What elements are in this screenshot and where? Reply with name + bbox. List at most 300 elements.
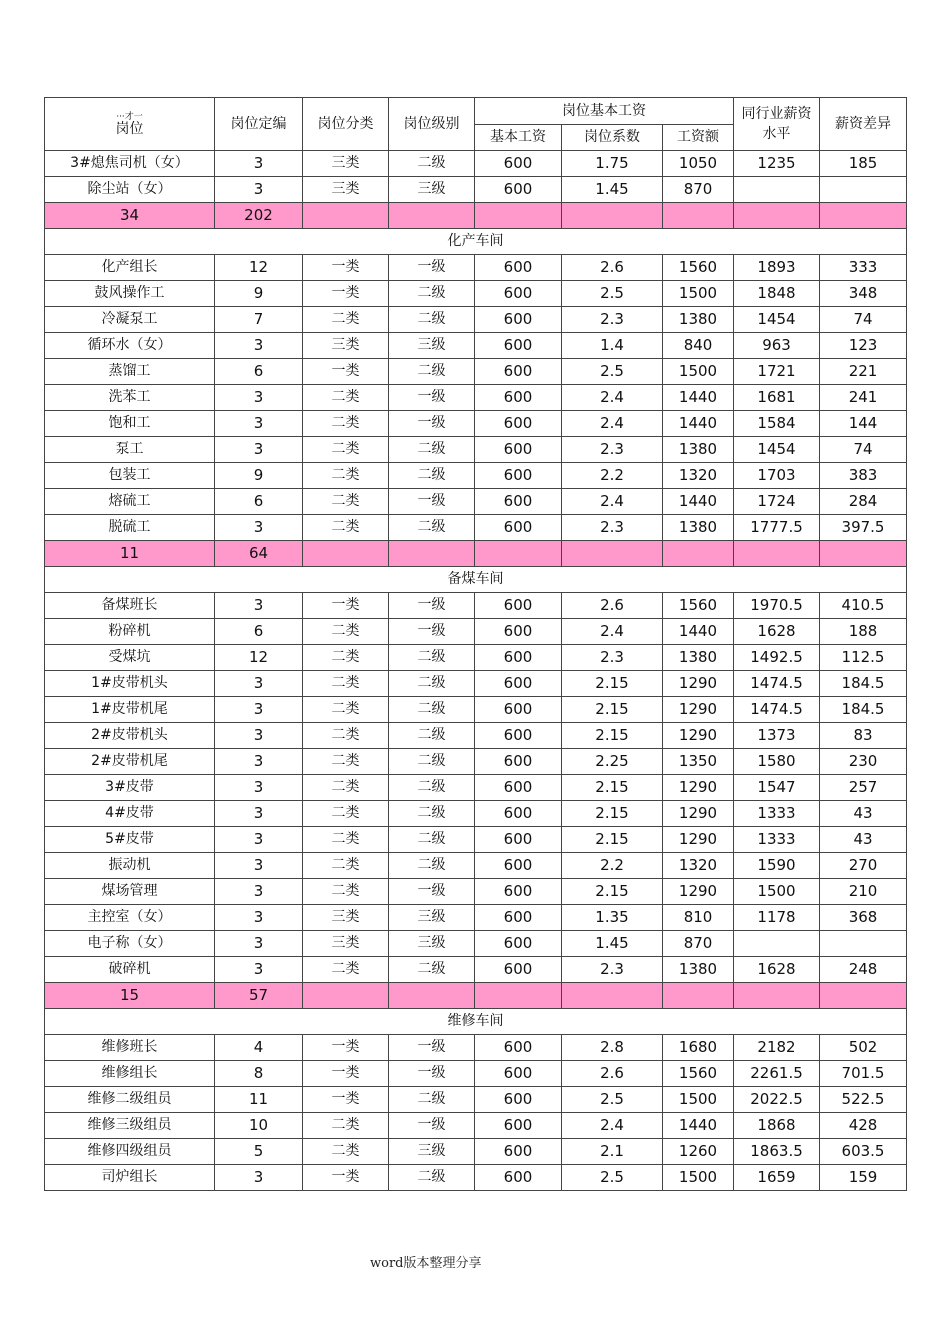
headcount-cell: 3 — [215, 333, 303, 359]
level-cell: 二级 — [389, 463, 475, 489]
industry-wage-cell: 1863.5 — [734, 1139, 820, 1165]
section-title-row — [45, 1009, 907, 1035]
base-wage-cell: 600 — [475, 333, 562, 359]
coefficient-cell: 2.4 — [562, 385, 663, 411]
wage-amount-cell: 1440 — [663, 385, 734, 411]
table-row — [45, 801, 907, 827]
subtotal-cell — [475, 983, 562, 1009]
post-name-cell: 1#皮带机头 — [45, 671, 215, 697]
wage-amount-cell: 1560 — [663, 1061, 734, 1087]
category-cell: 三类 — [303, 931, 389, 957]
wage-diff-cell: 221 — [820, 359, 907, 385]
wage-diff-cell: 184.5 — [820, 671, 907, 697]
header-wage-diff: 薪资差异 — [820, 98, 907, 151]
post-name-cell: 破碎机 — [45, 957, 215, 983]
coefficient-cell: 2.4 — [562, 411, 663, 437]
header-level: 岗位级别 — [389, 98, 475, 151]
headcount-cell: 12 — [215, 255, 303, 281]
subtotal-cell — [820, 541, 907, 567]
industry-wage-cell: 1474.5 — [734, 697, 820, 723]
category-cell: 二类 — [303, 879, 389, 905]
post-name-cell: 3#皮带 — [45, 775, 215, 801]
base-wage-cell: 600 — [475, 411, 562, 437]
wage-amount-cell: 1380 — [663, 437, 734, 463]
category-cell: 二类 — [303, 749, 389, 775]
industry-wage-cell: 1703 — [734, 463, 820, 489]
table-row — [45, 1087, 907, 1113]
headcount-cell: 3 — [215, 775, 303, 801]
coefficient-cell: 1.75 — [562, 151, 663, 177]
category-cell: 二类 — [303, 957, 389, 983]
subtotal-row — [45, 983, 907, 1009]
level-cell: 二级 — [389, 1087, 475, 1113]
table-row — [45, 775, 907, 801]
wage-amount-cell: 1560 — [663, 255, 734, 281]
section-title: 维修车间 — [45, 1009, 907, 1035]
coefficient-cell: 2.6 — [562, 1061, 663, 1087]
category-cell: 一类 — [303, 1035, 389, 1061]
subtotal-cell: 64 — [215, 541, 303, 567]
level-cell: 二级 — [389, 697, 475, 723]
coefficient-cell: 2.15 — [562, 697, 663, 723]
category-cell: 三类 — [303, 905, 389, 931]
headcount-cell: 12 — [215, 645, 303, 671]
subtotal-cell — [475, 203, 562, 229]
header-coefficient: 岗位系数 — [562, 125, 663, 151]
headcount-cell: 9 — [215, 281, 303, 307]
industry-wage-cell: 1547 — [734, 775, 820, 801]
wage-diff-cell: 112.5 — [820, 645, 907, 671]
base-wage-cell: 600 — [475, 255, 562, 281]
table-row — [45, 151, 907, 177]
table-row — [45, 255, 907, 281]
wage-diff-cell: 522.5 — [820, 1087, 907, 1113]
wage-diff-cell: 83 — [820, 723, 907, 749]
table-row — [45, 359, 907, 385]
level-cell: 一级 — [389, 489, 475, 515]
coefficient-cell: 2.3 — [562, 307, 663, 333]
subtotal-cell — [303, 541, 389, 567]
wage-amount-cell: 1500 — [663, 1087, 734, 1113]
headcount-cell: 3 — [215, 671, 303, 697]
category-cell: 一类 — [303, 593, 389, 619]
header-base-wage: 基本工资 — [475, 125, 562, 151]
industry-wage-cell: 1970.5 — [734, 593, 820, 619]
table-row — [45, 1061, 907, 1087]
subtotal-cell — [820, 203, 907, 229]
wage-amount-cell: 1440 — [663, 619, 734, 645]
post-name-cell: 5#皮带 — [45, 827, 215, 853]
headcount-cell: 3 — [215, 593, 303, 619]
wage-amount-cell: 1380 — [663, 957, 734, 983]
headcount-cell: 8 — [215, 1061, 303, 1087]
table-header — [45, 98, 907, 151]
table-row — [45, 697, 907, 723]
coefficient-cell: 2.3 — [562, 645, 663, 671]
category-cell: 二类 — [303, 827, 389, 853]
table-row — [45, 437, 907, 463]
subtotal-cell: 57 — [215, 983, 303, 1009]
category-cell: 二类 — [303, 775, 389, 801]
wage-diff-cell: 410.5 — [820, 593, 907, 619]
post-name-cell: 3#熄焦司机（女） — [45, 151, 215, 177]
level-cell: 一级 — [389, 879, 475, 905]
subtotal-row — [45, 541, 907, 567]
subtotal-cell — [663, 541, 734, 567]
wage-diff-cell: 43 — [820, 827, 907, 853]
wage-diff-cell: 248 — [820, 957, 907, 983]
table-row — [45, 827, 907, 853]
table-row — [45, 515, 907, 541]
subtotal-cell — [562, 203, 663, 229]
wage-amount-cell: 1050 — [663, 151, 734, 177]
headcount-cell: 3 — [215, 411, 303, 437]
base-wage-cell: 600 — [475, 827, 562, 853]
table-row — [45, 177, 907, 203]
post-name-cell: 备煤班长 — [45, 593, 215, 619]
post-name-cell: 维修组长 — [45, 1061, 215, 1087]
level-cell: 一级 — [389, 411, 475, 437]
base-wage-cell: 600 — [475, 151, 562, 177]
industry-wage-cell: 1868 — [734, 1113, 820, 1139]
industry-wage-cell — [734, 931, 820, 957]
coefficient-cell: 2.15 — [562, 775, 663, 801]
subtotal-cell — [663, 983, 734, 1009]
header-category: 岗位分类 — [303, 98, 389, 151]
category-cell: 二类 — [303, 853, 389, 879]
wage-diff-cell: 188 — [820, 619, 907, 645]
wage-amount-cell: 1290 — [663, 879, 734, 905]
coefficient-cell: 2.25 — [562, 749, 663, 775]
wage-amount-cell: 1500 — [663, 1165, 734, 1191]
table-row — [45, 307, 907, 333]
category-cell: 一类 — [303, 281, 389, 307]
level-cell: 三级 — [389, 333, 475, 359]
headcount-cell: 3 — [215, 931, 303, 957]
industry-wage-cell: 1681 — [734, 385, 820, 411]
table-row — [45, 333, 907, 359]
level-cell: 一级 — [389, 385, 475, 411]
table-row — [45, 671, 907, 697]
wage-diff-cell: 397.5 — [820, 515, 907, 541]
table-row — [45, 489, 907, 515]
base-wage-cell: 600 — [475, 307, 562, 333]
industry-wage-cell: 1580 — [734, 749, 820, 775]
coefficient-cell: 2.2 — [562, 463, 663, 489]
subtotal-cell — [475, 541, 562, 567]
post-name-cell: 包装工 — [45, 463, 215, 489]
subtotal-cell: 34 — [45, 203, 215, 229]
subtotal-row — [45, 203, 907, 229]
level-cell: 二级 — [389, 281, 475, 307]
level-cell: 二级 — [389, 749, 475, 775]
category-cell: 二类 — [303, 697, 389, 723]
headcount-cell: 3 — [215, 905, 303, 931]
category-cell: 二类 — [303, 515, 389, 541]
wage-diff-cell: 603.5 — [820, 1139, 907, 1165]
coefficient-cell: 2.4 — [562, 1113, 663, 1139]
industry-wage-cell: 1474.5 — [734, 671, 820, 697]
base-wage-cell: 600 — [475, 1061, 562, 1087]
table-row — [45, 879, 907, 905]
table-row — [45, 1139, 907, 1165]
wage-amount-cell: 1440 — [663, 411, 734, 437]
table-row — [45, 1113, 907, 1139]
level-cell: 一级 — [389, 1061, 475, 1087]
post-name-cell: 1#皮带机尾 — [45, 697, 215, 723]
headcount-cell: 3 — [215, 1165, 303, 1191]
category-cell: 二类 — [303, 1113, 389, 1139]
industry-wage-cell: 1454 — [734, 307, 820, 333]
wage-amount-cell: 1380 — [663, 645, 734, 671]
wage-diff-cell: 333 — [820, 255, 907, 281]
category-cell: 二类 — [303, 619, 389, 645]
base-wage-cell: 600 — [475, 853, 562, 879]
coefficient-cell: 2.3 — [562, 437, 663, 463]
base-wage-cell: 600 — [475, 359, 562, 385]
base-wage-cell: 600 — [475, 619, 562, 645]
post-name-cell: 泵工 — [45, 437, 215, 463]
post-name-cell: 主控室（女） — [45, 905, 215, 931]
section-title: 备煤车间 — [45, 567, 907, 593]
subtotal-cell — [303, 983, 389, 1009]
base-wage-cell: 600 — [475, 177, 562, 203]
industry-wage-cell: 1721 — [734, 359, 820, 385]
level-cell: 二级 — [389, 515, 475, 541]
wage-diff-cell: 701.5 — [820, 1061, 907, 1087]
wage-diff-cell: 502 — [820, 1035, 907, 1061]
table-row — [45, 931, 907, 957]
subtotal-cell: 202 — [215, 203, 303, 229]
industry-wage-cell: 1333 — [734, 801, 820, 827]
table-row — [45, 645, 907, 671]
level-cell: 三级 — [389, 905, 475, 931]
header-post — [45, 98, 215, 151]
post-name-cell: 洗苯工 — [45, 385, 215, 411]
headcount-cell: 7 — [215, 307, 303, 333]
subtotal-cell — [734, 203, 820, 229]
level-cell: 二级 — [389, 827, 475, 853]
header-headcount: 岗位定编 — [215, 98, 303, 151]
coefficient-cell: 1.4 — [562, 333, 663, 359]
header-industry-level: 同行业薪资水平 — [734, 98, 820, 151]
wage-amount-cell: 1290 — [663, 723, 734, 749]
category-cell: 一类 — [303, 1165, 389, 1191]
category-cell: 二类 — [303, 411, 389, 437]
category-cell: 二类 — [303, 645, 389, 671]
industry-wage-cell: 1454 — [734, 437, 820, 463]
base-wage-cell: 600 — [475, 489, 562, 515]
post-name-cell: 粉碎机 — [45, 619, 215, 645]
wage-amount-cell: 840 — [663, 333, 734, 359]
headcount-cell: 6 — [215, 489, 303, 515]
level-cell: 二级 — [389, 801, 475, 827]
headcount-cell: 3 — [215, 827, 303, 853]
category-cell: 二类 — [303, 1139, 389, 1165]
level-cell: 二级 — [389, 437, 475, 463]
post-name-cell: 振动机 — [45, 853, 215, 879]
header-wage-amount: 工资额 — [663, 125, 734, 151]
subtotal-cell — [389, 983, 475, 1009]
base-wage-cell: 600 — [475, 1139, 562, 1165]
post-name-cell: 2#皮带机尾 — [45, 749, 215, 775]
base-wage-cell: 600 — [475, 1165, 562, 1191]
industry-wage-cell: 1628 — [734, 957, 820, 983]
wage-amount-cell: 870 — [663, 177, 734, 203]
base-wage-cell: 600 — [475, 437, 562, 463]
wage-amount-cell: 1680 — [663, 1035, 734, 1061]
category-cell: 二类 — [303, 671, 389, 697]
coefficient-cell: 2.3 — [562, 957, 663, 983]
level-cell: 二级 — [389, 853, 475, 879]
headcount-cell: 6 — [215, 619, 303, 645]
base-wage-cell: 600 — [475, 749, 562, 775]
headcount-cell: 6 — [215, 359, 303, 385]
base-wage-cell: 600 — [475, 801, 562, 827]
level-cell: 三级 — [389, 177, 475, 203]
level-cell: 二级 — [389, 307, 475, 333]
post-name-cell: 化产组长 — [45, 255, 215, 281]
post-name-cell: 司炉组长 — [45, 1165, 215, 1191]
subtotal-cell — [389, 541, 475, 567]
coefficient-cell: 1.45 — [562, 177, 663, 203]
base-wage-cell: 600 — [475, 879, 562, 905]
category-cell: 二类 — [303, 801, 389, 827]
level-cell: 三级 — [389, 931, 475, 957]
wage-amount-cell: 1320 — [663, 853, 734, 879]
headcount-cell: 10 — [215, 1113, 303, 1139]
table-row — [45, 1035, 907, 1061]
headcount-cell: 3 — [215, 515, 303, 541]
wage-diff-cell — [820, 177, 907, 203]
category-cell: 三类 — [303, 177, 389, 203]
wage-diff-cell: 74 — [820, 437, 907, 463]
wage-diff-cell: 348 — [820, 281, 907, 307]
subtotal-cell — [303, 203, 389, 229]
category-cell: 二类 — [303, 463, 389, 489]
post-name-cell: 鼓风操作工 — [45, 281, 215, 307]
wage-amount-cell: 1260 — [663, 1139, 734, 1165]
coefficient-cell: 2.6 — [562, 255, 663, 281]
level-cell: 一级 — [389, 1113, 475, 1139]
post-name-cell: 4#皮带 — [45, 801, 215, 827]
industry-wage-cell: 1333 — [734, 827, 820, 853]
headcount-cell: 3 — [215, 151, 303, 177]
post-name-cell: 维修班长 — [45, 1035, 215, 1061]
industry-wage-cell: 1590 — [734, 853, 820, 879]
industry-wage-cell: 1848 — [734, 281, 820, 307]
wage-diff-cell: 184.5 — [820, 697, 907, 723]
industry-wage-cell: 2261.5 — [734, 1061, 820, 1087]
level-cell: 二级 — [389, 671, 475, 697]
header-basic-wage-group: 岗位基本工资 — [475, 98, 734, 125]
post-name-cell: 维修二级组员 — [45, 1087, 215, 1113]
post-name-cell: 煤场管理 — [45, 879, 215, 905]
category-cell: 二类 — [303, 489, 389, 515]
coefficient-cell: 2.6 — [562, 593, 663, 619]
category-cell: 二类 — [303, 385, 389, 411]
coefficient-cell: 2.15 — [562, 879, 663, 905]
wage-amount-cell: 1290 — [663, 775, 734, 801]
table-row — [45, 957, 907, 983]
table-body — [45, 151, 907, 1191]
wage-amount-cell: 810 — [663, 905, 734, 931]
coefficient-cell: 2.15 — [562, 671, 663, 697]
base-wage-cell: 600 — [475, 931, 562, 957]
base-wage-cell: 600 — [475, 697, 562, 723]
level-cell: 一级 — [389, 593, 475, 619]
industry-wage-cell — [734, 177, 820, 203]
level-cell: 三级 — [389, 1139, 475, 1165]
base-wage-cell: 600 — [475, 1113, 562, 1139]
subtotal-cell — [562, 541, 663, 567]
industry-wage-cell: 1628 — [734, 619, 820, 645]
wage-amount-cell: 1500 — [663, 281, 734, 307]
category-cell: 二类 — [303, 437, 389, 463]
wage-diff-cell: 210 — [820, 879, 907, 905]
wage-diff-cell: 159 — [820, 1165, 907, 1191]
industry-wage-cell: 963 — [734, 333, 820, 359]
level-cell: 一级 — [389, 255, 475, 281]
headcount-cell: 3 — [215, 957, 303, 983]
category-cell: 一类 — [303, 359, 389, 385]
headcount-cell: 3 — [215, 723, 303, 749]
base-wage-cell: 600 — [475, 281, 562, 307]
base-wage-cell: 600 — [475, 957, 562, 983]
table-row — [45, 853, 907, 879]
table-row — [45, 749, 907, 775]
wage-table — [44, 97, 907, 1191]
base-wage-cell: 600 — [475, 905, 562, 931]
post-name-cell: 维修三级组员 — [45, 1113, 215, 1139]
coefficient-cell: 2.3 — [562, 515, 663, 541]
wage-diff-cell: 428 — [820, 1113, 907, 1139]
subtotal-cell — [734, 983, 820, 1009]
base-wage-cell: 600 — [475, 515, 562, 541]
headcount-cell: 9 — [215, 463, 303, 489]
coefficient-cell: 2.15 — [562, 723, 663, 749]
headcount-cell: 3 — [215, 801, 303, 827]
table-row — [45, 723, 907, 749]
wage-amount-cell: 1380 — [663, 307, 734, 333]
post-name-cell: 熔硫工 — [45, 489, 215, 515]
category-cell: 一类 — [303, 1061, 389, 1087]
coefficient-cell: 2.5 — [562, 359, 663, 385]
header-post-label: 岗位 — [115, 120, 144, 137]
wage-diff-cell: 144 — [820, 411, 907, 437]
footer-note: word版本整理分享 — [370, 1256, 482, 1271]
category-cell: 一类 — [303, 255, 389, 281]
wage-amount-cell: 1290 — [663, 801, 734, 827]
base-wage-cell: 600 — [475, 1035, 562, 1061]
coefficient-cell: 2.4 — [562, 489, 663, 515]
coefficient-cell: 2.15 — [562, 827, 663, 853]
wage-amount-cell: 1350 — [663, 749, 734, 775]
section-title-row — [45, 229, 907, 255]
coefficient-cell: 2.5 — [562, 1087, 663, 1113]
industry-wage-cell: 2022.5 — [734, 1087, 820, 1113]
post-name-cell: 受煤坑 — [45, 645, 215, 671]
industry-wage-cell: 1178 — [734, 905, 820, 931]
subtotal-cell — [389, 203, 475, 229]
coefficient-cell: 2.8 — [562, 1035, 663, 1061]
wage-diff-cell: 185 — [820, 151, 907, 177]
wage-diff-cell: 241 — [820, 385, 907, 411]
headcount-cell: 5 — [215, 1139, 303, 1165]
subtotal-cell — [820, 983, 907, 1009]
post-name-cell: 除尘站（女） — [45, 177, 215, 203]
section-title: 化产车间 — [45, 229, 907, 255]
